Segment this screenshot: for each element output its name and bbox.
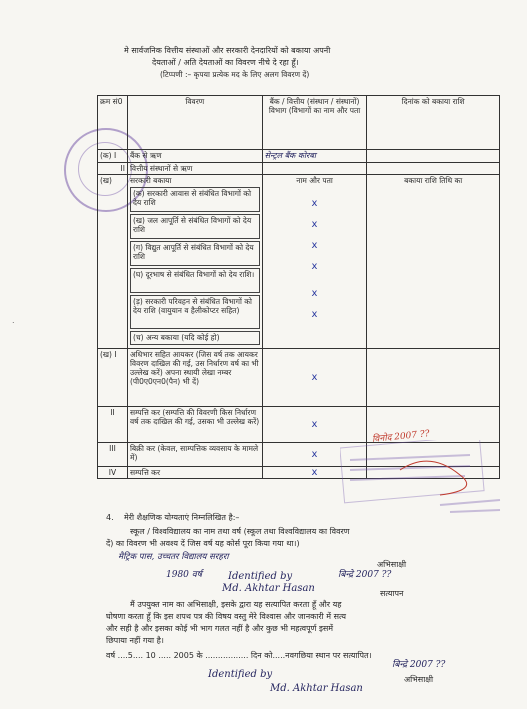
row-iii-desc: बिक्री कर (केवल, साम्पत्तिक व्यवसाय के मामले में) [127, 443, 262, 467]
intro-line-2: देयताओं / अति देयताओं का विवरण नीचे दे रहा हूँ। [152, 58, 299, 67]
table-row [98, 150, 500, 163]
identifier-name-1: Md. Akhtar Hasan [222, 583, 315, 594]
intro-line-1: मे सार्वजनिक वित्तीय संस्थाओं और सरकारी देनदारियों को बकाया अपनी [124, 46, 331, 55]
row-kha1-sno: (ख) I [98, 349, 128, 407]
row-ii-desc: सम्पत्ति कर (सम्पत्ति की विवरणी किस निर्धारण वर्ष तक दाखिल की गई, उसका भी उल्लेख करें) [127, 407, 262, 443]
table-row [98, 175, 500, 349]
sub-item-2-mark: x [311, 240, 318, 251]
year-handwriting: 1980 वर्ष [166, 570, 202, 580]
row-ka-bank: सेन्ट्रल बैंक कोरबा [262, 150, 367, 163]
table-header-row [98, 96, 500, 150]
table-row [98, 349, 500, 407]
row-kha-date-cell [367, 175, 500, 349]
table-row [98, 163, 500, 175]
verification-line1: मैं उपयुक्त नाम का अभिसाक्षी, इसके द्वारा यह सत्यापित करता हूँ और यह [130, 600, 342, 609]
row-iv-mark: x [262, 467, 367, 479]
header-date: दिनांक को बकाया राशि [367, 96, 500, 150]
section4-line2: दें) का विवरण भी अवश्य दें जिस वर्ष यह कोर्स पूरा किया गया था।) [106, 539, 300, 548]
sub-item-0-mark: x [311, 198, 318, 209]
education-handwriting: मैट्रिक पास, उच्चतर विद्यालय सरहरा [118, 552, 229, 562]
row-kha-date: बकाया राशि तिथि का [404, 176, 463, 185]
sub-item-4: (ड़) सरकारी परिवहन से संबंधित विभागों को देय राशि (वायुयान व हैलीकोप्टर सहित) [130, 295, 260, 329]
header-sno: क्रम सं0 [98, 96, 128, 150]
row-iii-sno: III [98, 443, 128, 467]
intro-note: (टिप्पणी :– कृपया प्रत्येक मद के लिए अलग विवरण दें) [160, 70, 310, 79]
row-ii-mark: x [262, 407, 367, 443]
margin-stamp-scribble [340, 440, 510, 520]
identified-by-2: Identified by [208, 669, 273, 680]
sub-item-5-mark: x [311, 309, 318, 320]
identifier-name-2: Md. Akhtar Hasan [270, 683, 363, 694]
row-kha1-mark: x [262, 349, 367, 407]
deponent-label-1: अभिसाक्षी [377, 560, 407, 569]
section4-title: मेरी शैक्षणिक योग्यताएं निम्नलिखित है:– [124, 513, 240, 522]
row-kha-desc: सरकारी बकाया [129, 176, 172, 185]
sub-item-4-mark: x [311, 288, 318, 299]
verification-line4: छिपाया नहीं गया है। [106, 636, 164, 645]
signature-date-1: बिन्द्रे 2007 ?? [338, 570, 392, 580]
row-iii-mark: x [262, 443, 367, 467]
row-ka-date [367, 150, 500, 163]
signature-date-2: बिन्द्रे 2007 ?? [392, 660, 446, 670]
row-kha1-desc: अधिभार सहित आयकर (जिस वर्ष तक आयकर विवरण दाखिल की गई, उस निर्धारण वर्ष का भी उल्लेख करें) अपना स्थायी लेखा नम्बर (पी0ए0एन0(पैन) भी दें) [127, 349, 262, 407]
row-ii-sno: II [98, 407, 128, 443]
row-kha-bank: नाम और पता [296, 176, 333, 185]
sub-item-2: (ग) विद्युत आपूर्ति से संबंधित विभागों को देय राशि [130, 241, 260, 266]
row-ka2-date [367, 163, 500, 175]
row-kha-desc-cell [127, 175, 262, 349]
sub-item-3: (घ) दूरभाष से संबंधित विभागों को देय राशि। [130, 268, 260, 293]
table-row [98, 407, 500, 443]
row-ka-sno: (क) I [98, 150, 128, 163]
margin-note: विनोद 2007 ?? [371, 429, 431, 445]
row-ka2-desc: वित्तीय संस्थानों से ऋण [127, 163, 262, 175]
sub-item-3-mark: x [311, 261, 318, 272]
row-iv-sno: IV [98, 467, 128, 479]
row-kha1-date [367, 349, 500, 407]
deponent-label-2: अभिसाक्षी [404, 675, 434, 684]
sub-item-5: (च) अन्य बकाया (यदि कोई हो) [130, 331, 260, 345]
verification-dateline: वर्ष ....5.... 10 ..... 2005 के ................. दिन को.....नवगछिया स्थान पर सत्यापित। [106, 651, 372, 660]
liabilities-table [97, 95, 500, 479]
verification-line3: और सही है और इसका कोई भी भाग गलत नहीं है और कुछ भी महत्वपूर्ण इसमें [106, 624, 334, 633]
row-ka2-bank [262, 163, 367, 175]
row-ka2-sno: II [98, 163, 128, 175]
verification-label: सत्यापन [380, 589, 404, 598]
sub-item-0: (क) सरकारी आवास से संबंधित विभागों को देय राशि [130, 187, 260, 212]
identified-by-1: Identified by [228, 571, 293, 582]
row-ka-desc: बैंक से ऋण [127, 150, 262, 163]
header-description: विवरण [127, 96, 262, 150]
sub-item-1-mark: x [311, 219, 318, 230]
row-kha-sno: (ख) [98, 175, 128, 349]
row-kha-bank-cell [262, 175, 367, 349]
sub-item-1: (ख) जल आपूर्ति से संबंधित विभागों को देय राशि [130, 214, 260, 239]
section4-line1: स्कूल / विश्वविद्यालय का नाम तथा वर्ष (स्कूल तथा विश्वविद्यालय का विवरण [130, 527, 350, 536]
header-bank: बैंक / वित्तीय (संस्थान / संस्थानों) विभाग (विभागों का नाम और पता [262, 96, 367, 150]
margin-mark: . [12, 316, 15, 325]
section4-number: 4. [106, 513, 114, 522]
row-iv-desc: सम्पत्ति कर [127, 467, 262, 479]
verification-line2: घोषणा करता हूँ कि इस शपथ पत्र की विषय वस्तु मेरे विश्वास और जानकारी में सत्य [106, 612, 346, 621]
